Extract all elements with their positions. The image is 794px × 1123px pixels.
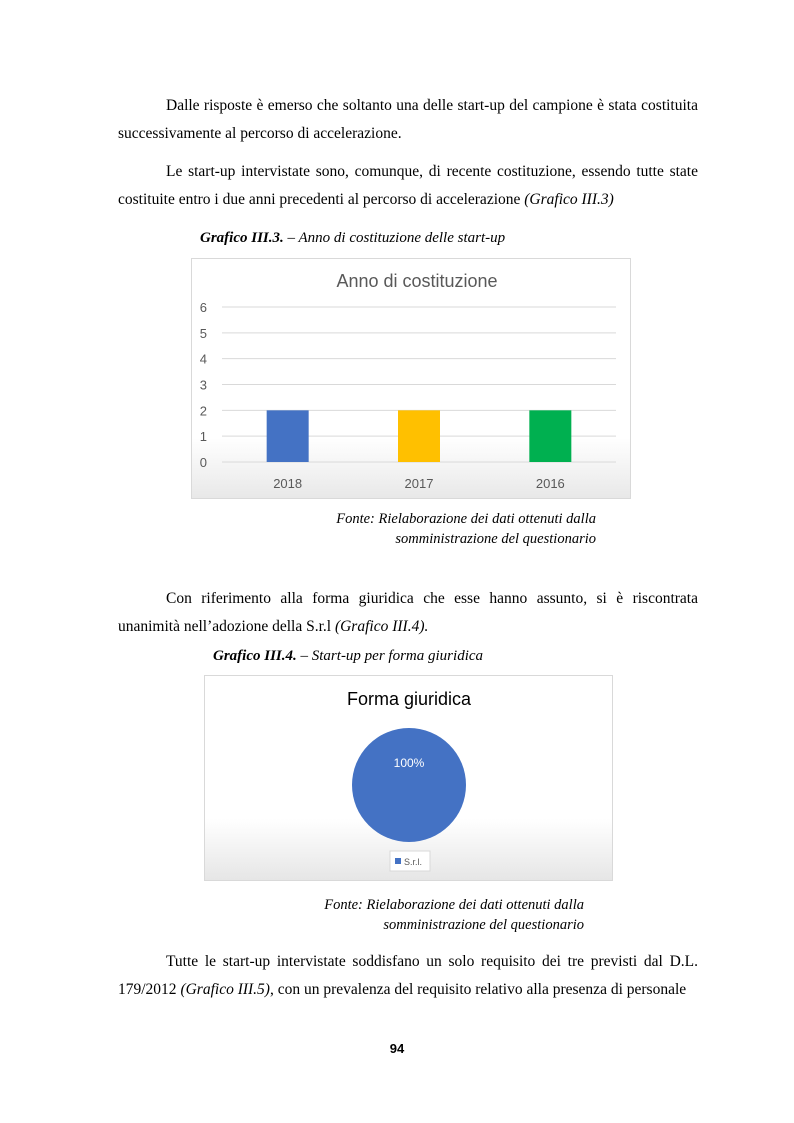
paragraph-1: Dalle risposte è emerso che soltanto una delle start-up del campione è stata costituita successivamente al percorso di accelerazione.: [118, 97, 698, 142]
bar-2018: [267, 410, 309, 462]
pie-slice-srl: [352, 728, 466, 842]
y-tick-label: 3: [199, 377, 207, 393]
bar-chart-svg: [192, 259, 632, 500]
paragraph-4: Tutte le start-up intervistate soddisfano un solo requisito dei tre previsti dal D.L. 179/2012 (Grafico III.5), con un prevalenza del requisito relativo alla presenza di personale: [118, 953, 698, 998]
x-tick-label: 2016: [535, 476, 565, 491]
figure-reference: (Grafico III.4).: [334, 618, 429, 635]
chart-title: Anno di costituzione: [336, 271, 498, 291]
x-tick-label: 2017: [404, 476, 434, 491]
bar-chart: [191, 258, 631, 499]
bar-2016: [529, 410, 571, 462]
legend-swatch-srl: [395, 858, 401, 864]
pie-data-label: 100%: [393, 756, 425, 770]
figure-caption-1: Grafico III.3. – Anno di costituzione delle start-up: [200, 230, 506, 246]
y-axis-labels: [200, 300, 207, 470]
pie-chart-svg: [205, 676, 614, 882]
y-tick-label: 2: [199, 403, 207, 419]
legend-label-srl: S.r.l.: [404, 857, 423, 867]
y-tick-label: 5: [199, 325, 207, 341]
bar-2017: [398, 410, 440, 462]
figure-caption-2: Grafico III.4. – Start-up per forma giuridica: [213, 648, 484, 664]
x-axis-labels: [273, 476, 565, 491]
figure-source-1: Fonte: Rielaborazione dei dati ottenuti dalla somministrazione del questionario: [336, 511, 596, 547]
paragraph-2: Le start-up intervistate sono, comunque, di recente costituzione, essendo tutte state costituite entro i due anni precedenti al percorso di accelerazione (Grafico III.3): [118, 163, 698, 208]
page-number: 94: [389, 1041, 405, 1056]
figure-reference: (Grafico III.5): [180, 981, 270, 998]
y-tick-label: 6: [199, 300, 207, 315]
figure-reference: (Grafico III.3): [524, 191, 614, 208]
pie-chart: [204, 675, 613, 881]
y-tick-label: 1: [199, 429, 207, 445]
x-tick-label: 2018: [273, 476, 303, 491]
y-tick-label: 4: [199, 351, 207, 367]
paragraph-3: Con riferimento alla forma giuridica che esse hanno assunto, si è riscontrata unanimità nell’adozione della S.r.l (Grafico III.4).: [118, 590, 698, 635]
figure-source-2: Fonte: Rielaborazione dei dati ottenuti dalla somministrazione del questionario: [324, 897, 584, 933]
y-tick-label: 0: [199, 455, 207, 470]
chart-title: Forma giuridica: [346, 689, 472, 709]
